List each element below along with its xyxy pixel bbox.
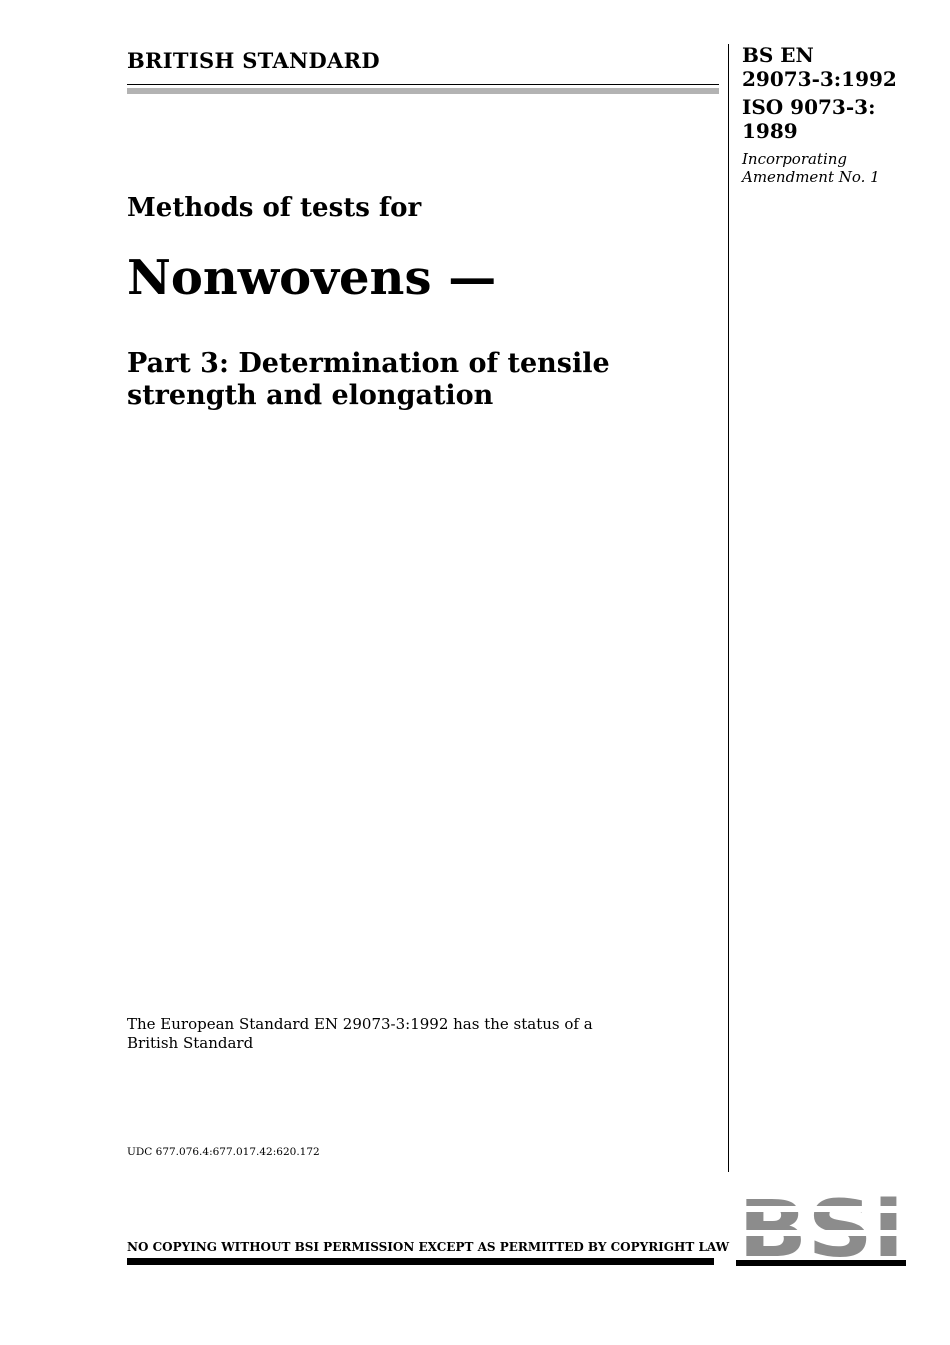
copyright-notice: NO COPYING WITHOUT BSI PERMISSION EXCEPT AS PERMITTED BY COPYRIGHT LAW (127, 1240, 730, 1254)
header-rule-thick (127, 88, 719, 94)
part-title (127, 348, 610, 412)
standard-number-line: ISO 9073-3: (742, 95, 876, 119)
part-title-line: Part 3: Determination of tensile (127, 348, 610, 379)
standard-number-line: 1989 (742, 119, 798, 143)
status-statement (127, 1015, 593, 1053)
udc-classification: UDC 677.076.4:677.017.42:620.172 (127, 1146, 320, 1158)
footer-bar (127, 1258, 714, 1265)
header-rule-thin (127, 84, 719, 85)
part-title-line: strength and elongation (127, 380, 494, 411)
amendment-note-line: Incorporating (742, 150, 848, 168)
page-title: Nonwovens — (127, 250, 497, 306)
bsi-logo (736, 1190, 906, 1266)
title-subtitle: Methods of tests for (127, 193, 422, 223)
column-divider (728, 44, 729, 1172)
document-series-label: BRITISH STANDARD (127, 48, 380, 73)
standard-number-line: 29073-3:1992 (742, 67, 897, 91)
status-line: The European Standard EN 29073-3:1992 has the status of a (127, 1015, 593, 1033)
standard-number-line: BS EN (742, 43, 814, 67)
status-line: British Standard (127, 1034, 254, 1052)
amendment-note-line: Amendment No. 1 (742, 168, 880, 186)
